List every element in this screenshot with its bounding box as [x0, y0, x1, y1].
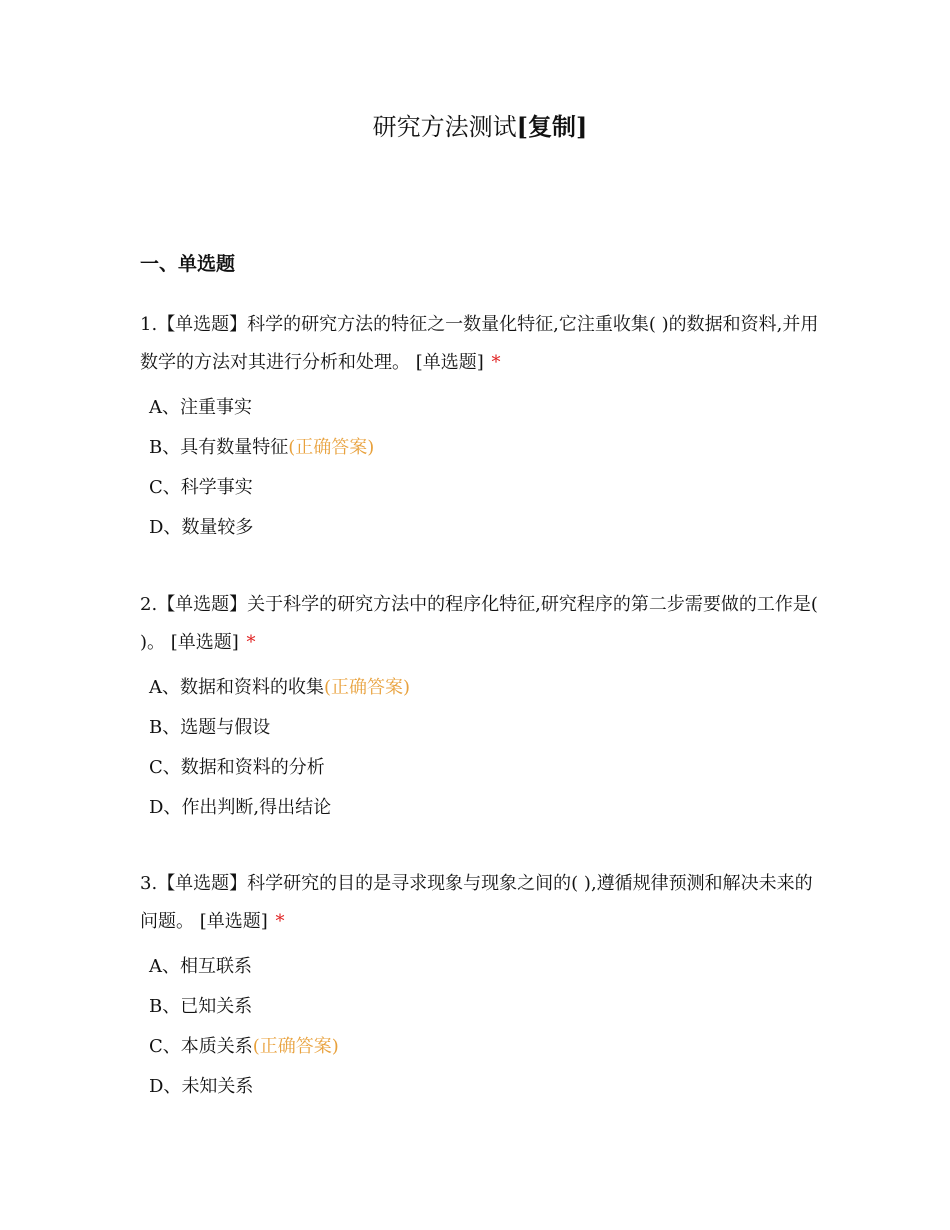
- option-letter: B、: [149, 717, 181, 738]
- question-3: [140, 865, 830, 1107]
- section-heading: 一、单选题: [140, 253, 236, 275]
- option-text: 数据和资料的收集: [180, 677, 324, 698]
- required-marker: *: [491, 352, 501, 373]
- option-letter: C、: [149, 757, 181, 778]
- option-list: [140, 668, 830, 828]
- option-text: 具有数量特征: [180, 437, 289, 458]
- question-type-tag: [单选题]: [415, 352, 484, 373]
- option-text: 注重事实: [180, 397, 252, 418]
- question-stem: [140, 586, 830, 662]
- option-c: [149, 1027, 830, 1067]
- option-text: 科学事实: [180, 477, 253, 498]
- required-marker: *: [275, 911, 285, 932]
- option-text: 作出判断,得出结论: [181, 797, 332, 818]
- option-text: 相互联系: [180, 956, 252, 977]
- option-c: [149, 468, 830, 508]
- option-text: 本质关系: [180, 1036, 253, 1057]
- question-stem: [140, 865, 830, 941]
- option-letter: D、: [149, 1076, 182, 1097]
- option-a: [149, 668, 830, 708]
- title-suffix: [复制]: [516, 112, 588, 141]
- required-marker: *: [246, 632, 256, 653]
- question-number: 3.: [140, 873, 158, 894]
- option-d: [149, 788, 830, 828]
- question-type-tag: [单选题]: [199, 911, 268, 932]
- option-text: 数据和资料的分析: [180, 757, 325, 778]
- option-b: [149, 428, 830, 468]
- option-letter: D、: [149, 797, 182, 818]
- option-d: [149, 1067, 830, 1107]
- question-stem: [140, 306, 830, 382]
- option-letter: C、: [149, 477, 181, 498]
- option-letter: B、: [149, 996, 181, 1017]
- question-text: 【单选题】科学的研究方法的特征之一数量化特征,它注重收集( )的数据和资料,并用数学的方法对其进行分析和处理。: [140, 314, 819, 373]
- option-letter: C、: [149, 1036, 181, 1057]
- option-text: 选题与假设: [180, 717, 271, 738]
- question-1: [140, 306, 830, 548]
- option-text: 已知关系: [180, 996, 253, 1017]
- option-text: 未知关系: [181, 1076, 254, 1097]
- option-b: [149, 987, 830, 1027]
- correct-answer-label: (正确答案): [288, 437, 375, 458]
- option-letter: A、: [149, 956, 180, 977]
- option-letter: A、: [149, 677, 180, 698]
- question-number: 1.: [140, 314, 158, 335]
- question-text: 【单选题】关于科学的研究方法中的程序化特征,研究程序的第二步需要做的工作是( )。: [140, 594, 818, 653]
- option-a: [149, 388, 830, 428]
- question-number: 2.: [140, 594, 158, 615]
- option-a: [149, 947, 830, 987]
- title-main: 研究方法测试: [372, 113, 517, 141]
- option-d: [149, 508, 830, 548]
- option-letter: D、: [149, 517, 182, 538]
- page-title: [0, 110, 950, 144]
- correct-answer-label: (正确答案): [252, 1036, 339, 1057]
- option-text: 数量较多: [181, 517, 254, 538]
- option-b: [149, 708, 830, 748]
- option-letter: A、: [149, 397, 180, 418]
- question-2: [140, 586, 830, 828]
- question-text: 【单选题】科学研究的目的是寻求现象与现象之间的( ),遵循规律预测和解决未来的问题。: [140, 873, 813, 932]
- option-list: [140, 947, 830, 1107]
- option-letter: B、: [149, 437, 181, 458]
- option-c: [149, 748, 830, 788]
- question-type-tag: [单选题]: [170, 632, 239, 653]
- correct-answer-label: (正确答案): [324, 677, 411, 698]
- option-list: [140, 388, 830, 548]
